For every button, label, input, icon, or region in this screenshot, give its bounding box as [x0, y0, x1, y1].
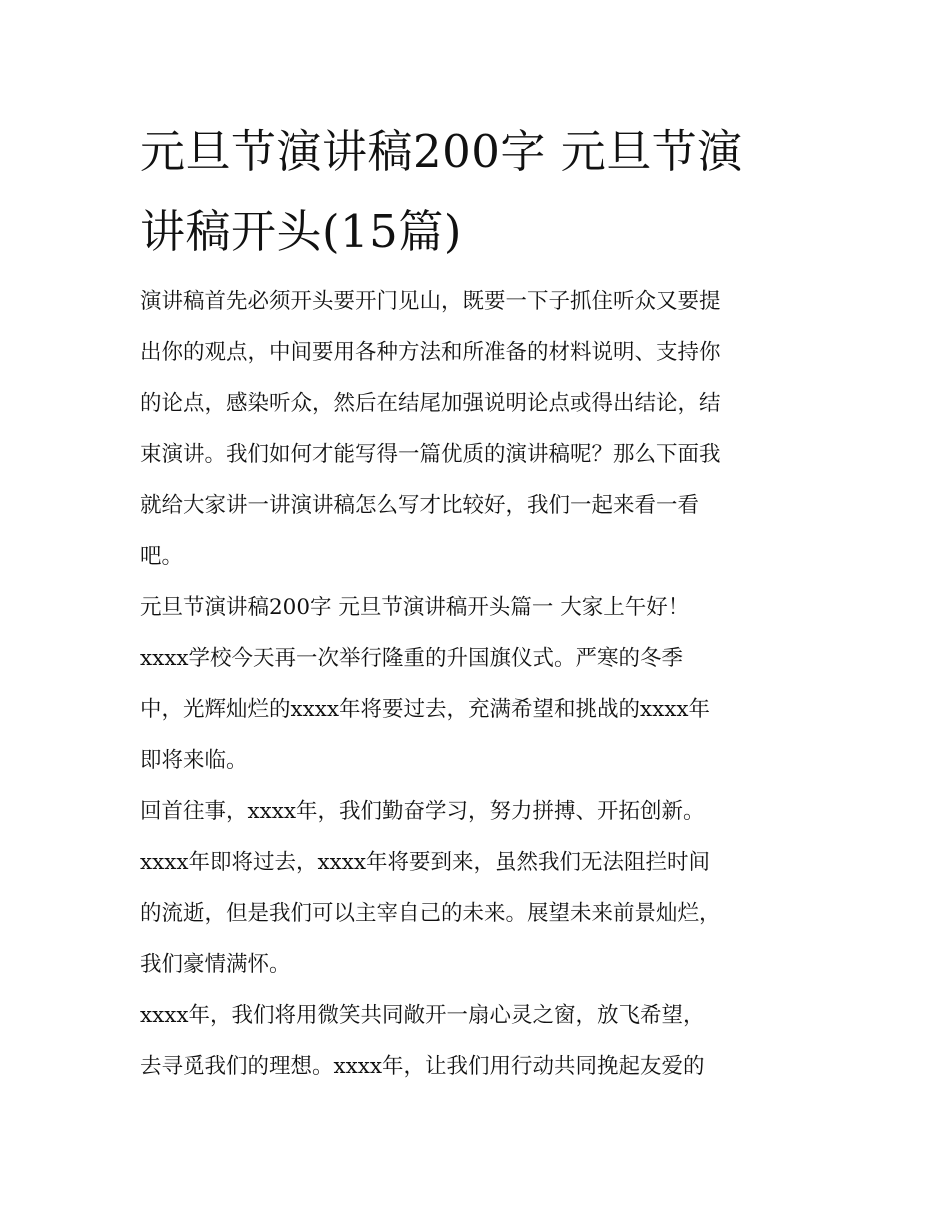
document-title	[140, 112, 820, 272]
title-line-2: 讲稿开头(15篇)	[140, 205, 462, 258]
text-line: 演讲稿首先必须开头要开门见山，既要一下子抓住听众又要提	[140, 289, 721, 314]
text-line: xxxx年，我们将用微笑共同敞开一扇心灵之窗，放飞希望，	[140, 1003, 705, 1028]
text-line: 的流逝，但是我们可以主宰自己的未来。展望未来前景灿烂，	[140, 901, 721, 926]
text-line: 就给大家讲一讲演讲稿怎么写才比较好，我们一起来看一看	[140, 493, 700, 518]
title-line-1: 元旦节演讲稿200字 元旦节演	[140, 125, 743, 178]
text-line: 出你的观点，中间要用各种方法和所准备的材料说明、支持你	[140, 340, 721, 365]
text-line: 即将来临。	[140, 748, 248, 773]
text-line: 我们豪情满怀。	[140, 952, 291, 977]
text-line: xxxx年即将过去，xxxx年将要到来，虽然我们无法阻拦时间	[140, 850, 711, 875]
text-line: xxxx学校今天再一次举行隆重的升国旗仪式。严寒的冬季	[140, 646, 684, 671]
text-line: 去寻觅我们的理想。xxxx年，让我们用行动共同挽起友爱的	[140, 1054, 705, 1079]
text-line: 回首往事，xxxx年，我们勤奋学习，努力拼搏、开拓创新。	[140, 799, 705, 824]
text-line: 束演讲。我们如何才能写得一篇优质的演讲稿呢？那么下面我	[140, 442, 721, 467]
document-body	[140, 276, 820, 1092]
text-line: 元旦节演讲稿200字 元旦节演讲稿开头篇一 大家上午好！	[140, 595, 690, 620]
text-line: 的论点，感染听众，然后在结尾加强说明论点或得出结论，结	[140, 391, 721, 416]
text-line: 中，光辉灿烂的xxxx年将要过去，充满希望和挑战的xxxx年	[140, 697, 711, 722]
text-line: 吧。	[140, 544, 184, 569]
